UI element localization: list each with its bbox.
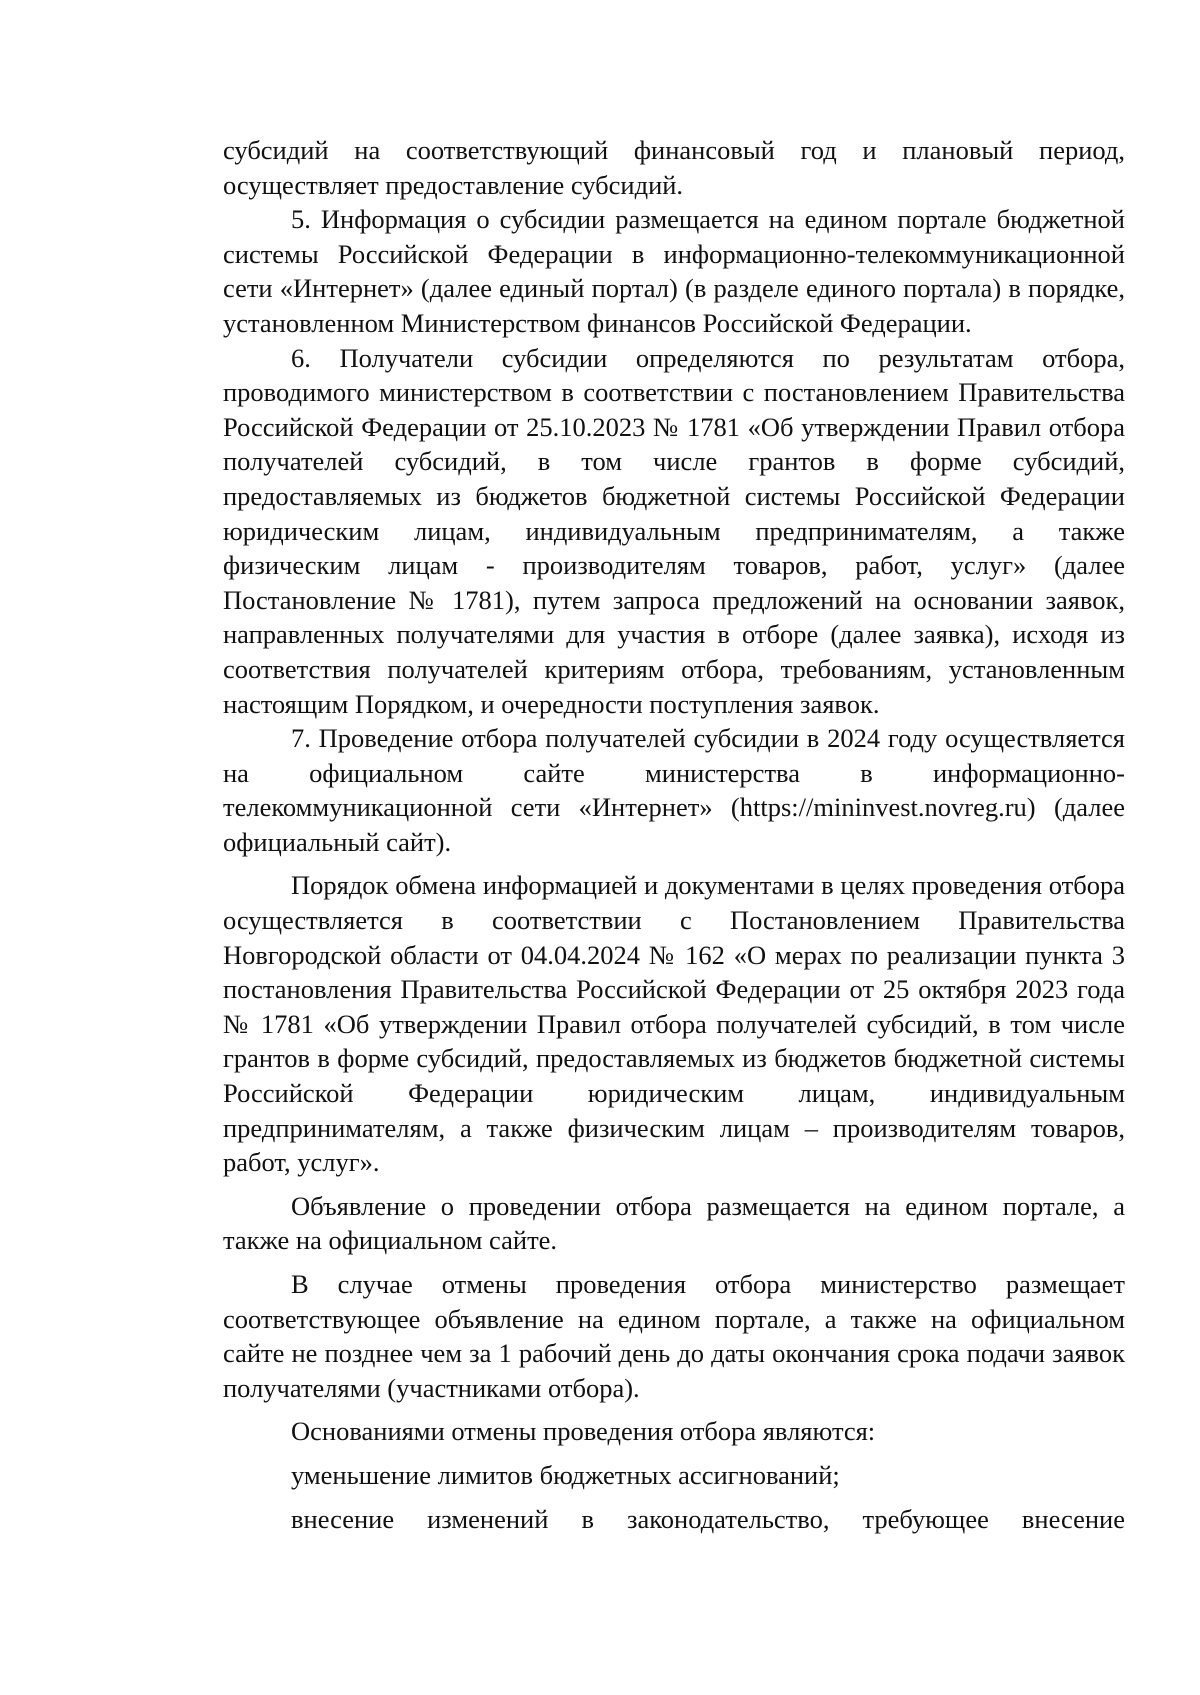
paragraph-announcement: Объявление о проведении отбора размещается на едином портале, а также на официальном сайте. (223, 1190, 1125, 1256)
paragraph-continuation: субсидий на соответствующий финансовый год и плановый период, осуществляет предоставление субсидий. (223, 135, 1125, 200)
document-body (223, 133, 1125, 1536)
list-item-budget-limits: уменьшение лимитов бюджетных ассигнований; (291, 1459, 840, 1490)
paragraph-cancellation-grounds: Основаниями отмены проведения отбора являются: (291, 1416, 876, 1447)
paragraph-exchange-procedure: Порядок обмена информацией и документами в целях проведения отбора осуществляется в соответствии с Постановлением Правительства Новгородской области от 04.04.2024 № 162 «О мерах по реализации пункта 3 постановления Правительства Российской Федерации от 25 октября 2023 года № 1781 «Об утверждении Правил отбора получателей субсидий, в том числе грантов в форме субсидий, предоставляемых из бюджетов бюджетной системы Российской Федерации юридическим лицам, индивидуальным предпринимателям, а также физическим лицам – производителям товаров, работ, услуг». (223, 870, 1125, 1178)
list-item-legislation-changes: внесение изменений в законодательство, требующее внесение (291, 1503, 1125, 1534)
paragraph-item-5: 5. Информация о субсидии размещается на едином портале бюджетной системы Российской Федерации в информационно-телекоммуникационной сети «Интернет» (далее единый портал) (в разделе единого портала) в порядке, установленном Министерством финансов Российской Федерации. (223, 204, 1125, 338)
paragraph-item-7: 7. Проведение отбора получателей субсидии в 2024 году осуществляется на официальном сайте министерства в информационно-телекоммуникационной сети «Интернет» (https://mininvest.novreg.ru) (далее официальный сайт). (223, 723, 1125, 857)
paragraph-cancellation: В случае отмены проведения отбора министерство размещает соответствующее объявление на едином портале, а также на официальном сайте не позднее чем за 1 рабочий день до даты окончания срока подачи заявок получателями (участниками отбора). (223, 1269, 1125, 1403)
paragraph-item-6: 6. Получатели субсидии определяются по результатам отбора, проводимого министерством в соответствии с постановлением Правительства Российской Федерации от 25.10.2023 № 1781 «Об утверждении Правил отбора получателей субсидий, в том числе грантов в форме субсидий, предоставляемых из бюджетов бюджетной системы Российской Федерации юридическим лицам, индивидуальным предпринимателям, а также физическим лицам - производителям товаров, работ, услуг» (далее Постановление № 1781), путем запроса предложений на основании заявок, направленных получателями для участия в отборе (далее заявка), исходя из соответствия получателей критериям отбора, требованиям, установленным настоящим Порядком, и очередности поступления заявок. (223, 342, 1125, 719)
